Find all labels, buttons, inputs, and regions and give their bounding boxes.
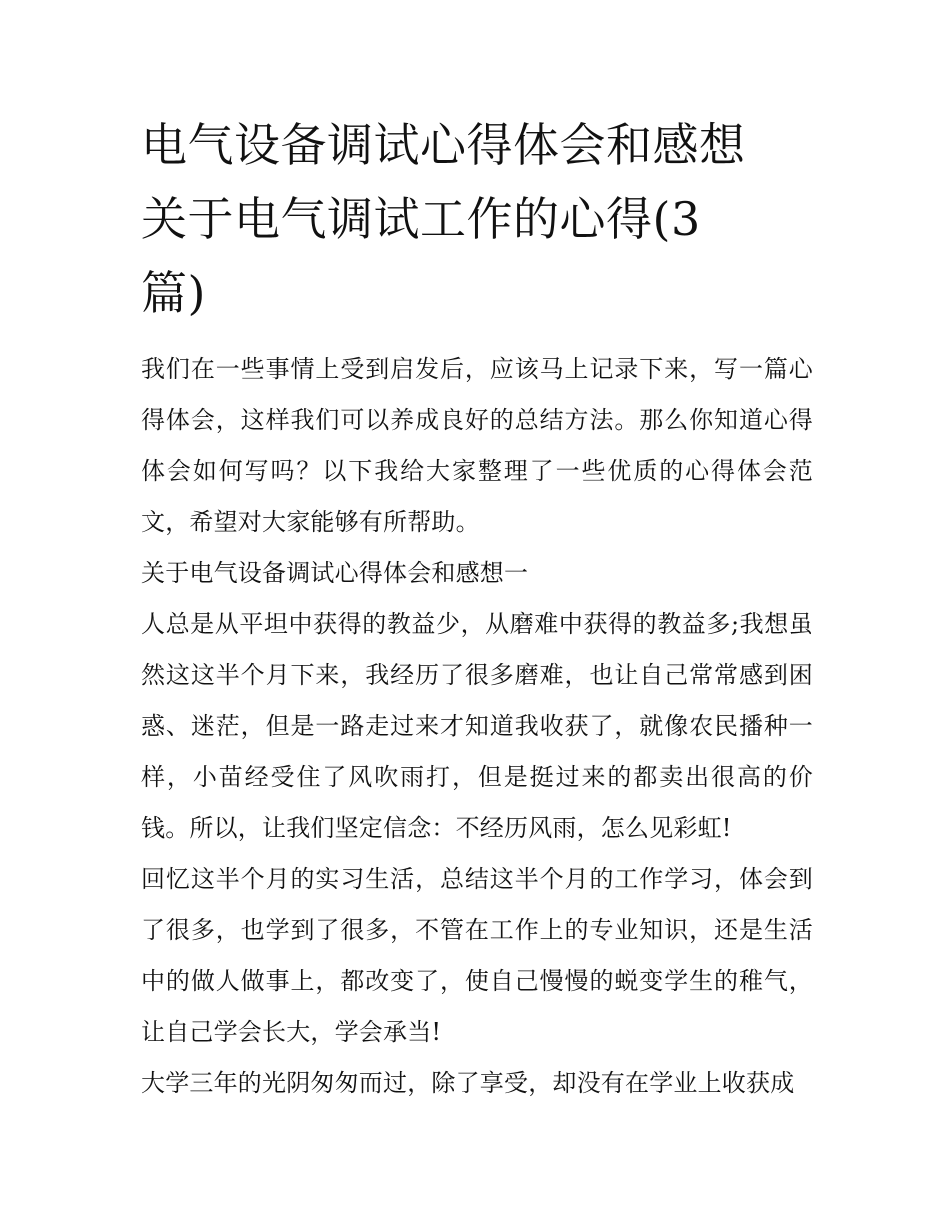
title-line-2: 关于电气调试工作的心得(3 — [141, 192, 701, 246]
document-page — [141, 108, 813, 1109]
body-paragraph-2: 回忆这半个月的实习生活，总结这半个月的工作学习，体会到了很多，也学到了很多，不管在工作上的专业知识，还是生活中的做人做事上，都改变了，使自己慢慢的蜕变学生的稚气，让自己学会长大，学会承当! — [141, 865, 813, 1046]
document-title — [141, 108, 801, 330]
body-paragraph-3: 大学三年的光阴匆匆而过，除了享受，却没有在学业上收获成 — [141, 1069, 795, 1097]
section-heading: 关于电气设备调试心得体会和感想一 — [141, 559, 529, 587]
body-paragraph-1: 人总是从平坦中获得的教益少，从磨难中获得的教益多;我想虽然这这半个月下来，我经历了很多磨难，也让自己常常感到困惑、迷茫，但是一路走过来才知道我收获了，就像农民播种一样，小苗经受住了风吹雨打，但是挺过来的都卖出很高的价钱。所以，让我们坚定信念：不经历风雨，怎么见彩虹! — [141, 610, 813, 842]
document-body — [141, 344, 813, 1109]
intro-paragraph: 我们在一些事情上受到启发后，应该马上记录下来，写一篇心得体会，这样我们可以养成良好的总结方法。那么你知道心得体会如何写吗？以下我给大家整理了一些优质的心得体会范文，希望对大家能够有所帮助。 — [141, 355, 813, 536]
title-line-3: 篇) — [141, 266, 206, 320]
title-line-1: 电气设备调试心得体会和感想 — [141, 118, 746, 172]
